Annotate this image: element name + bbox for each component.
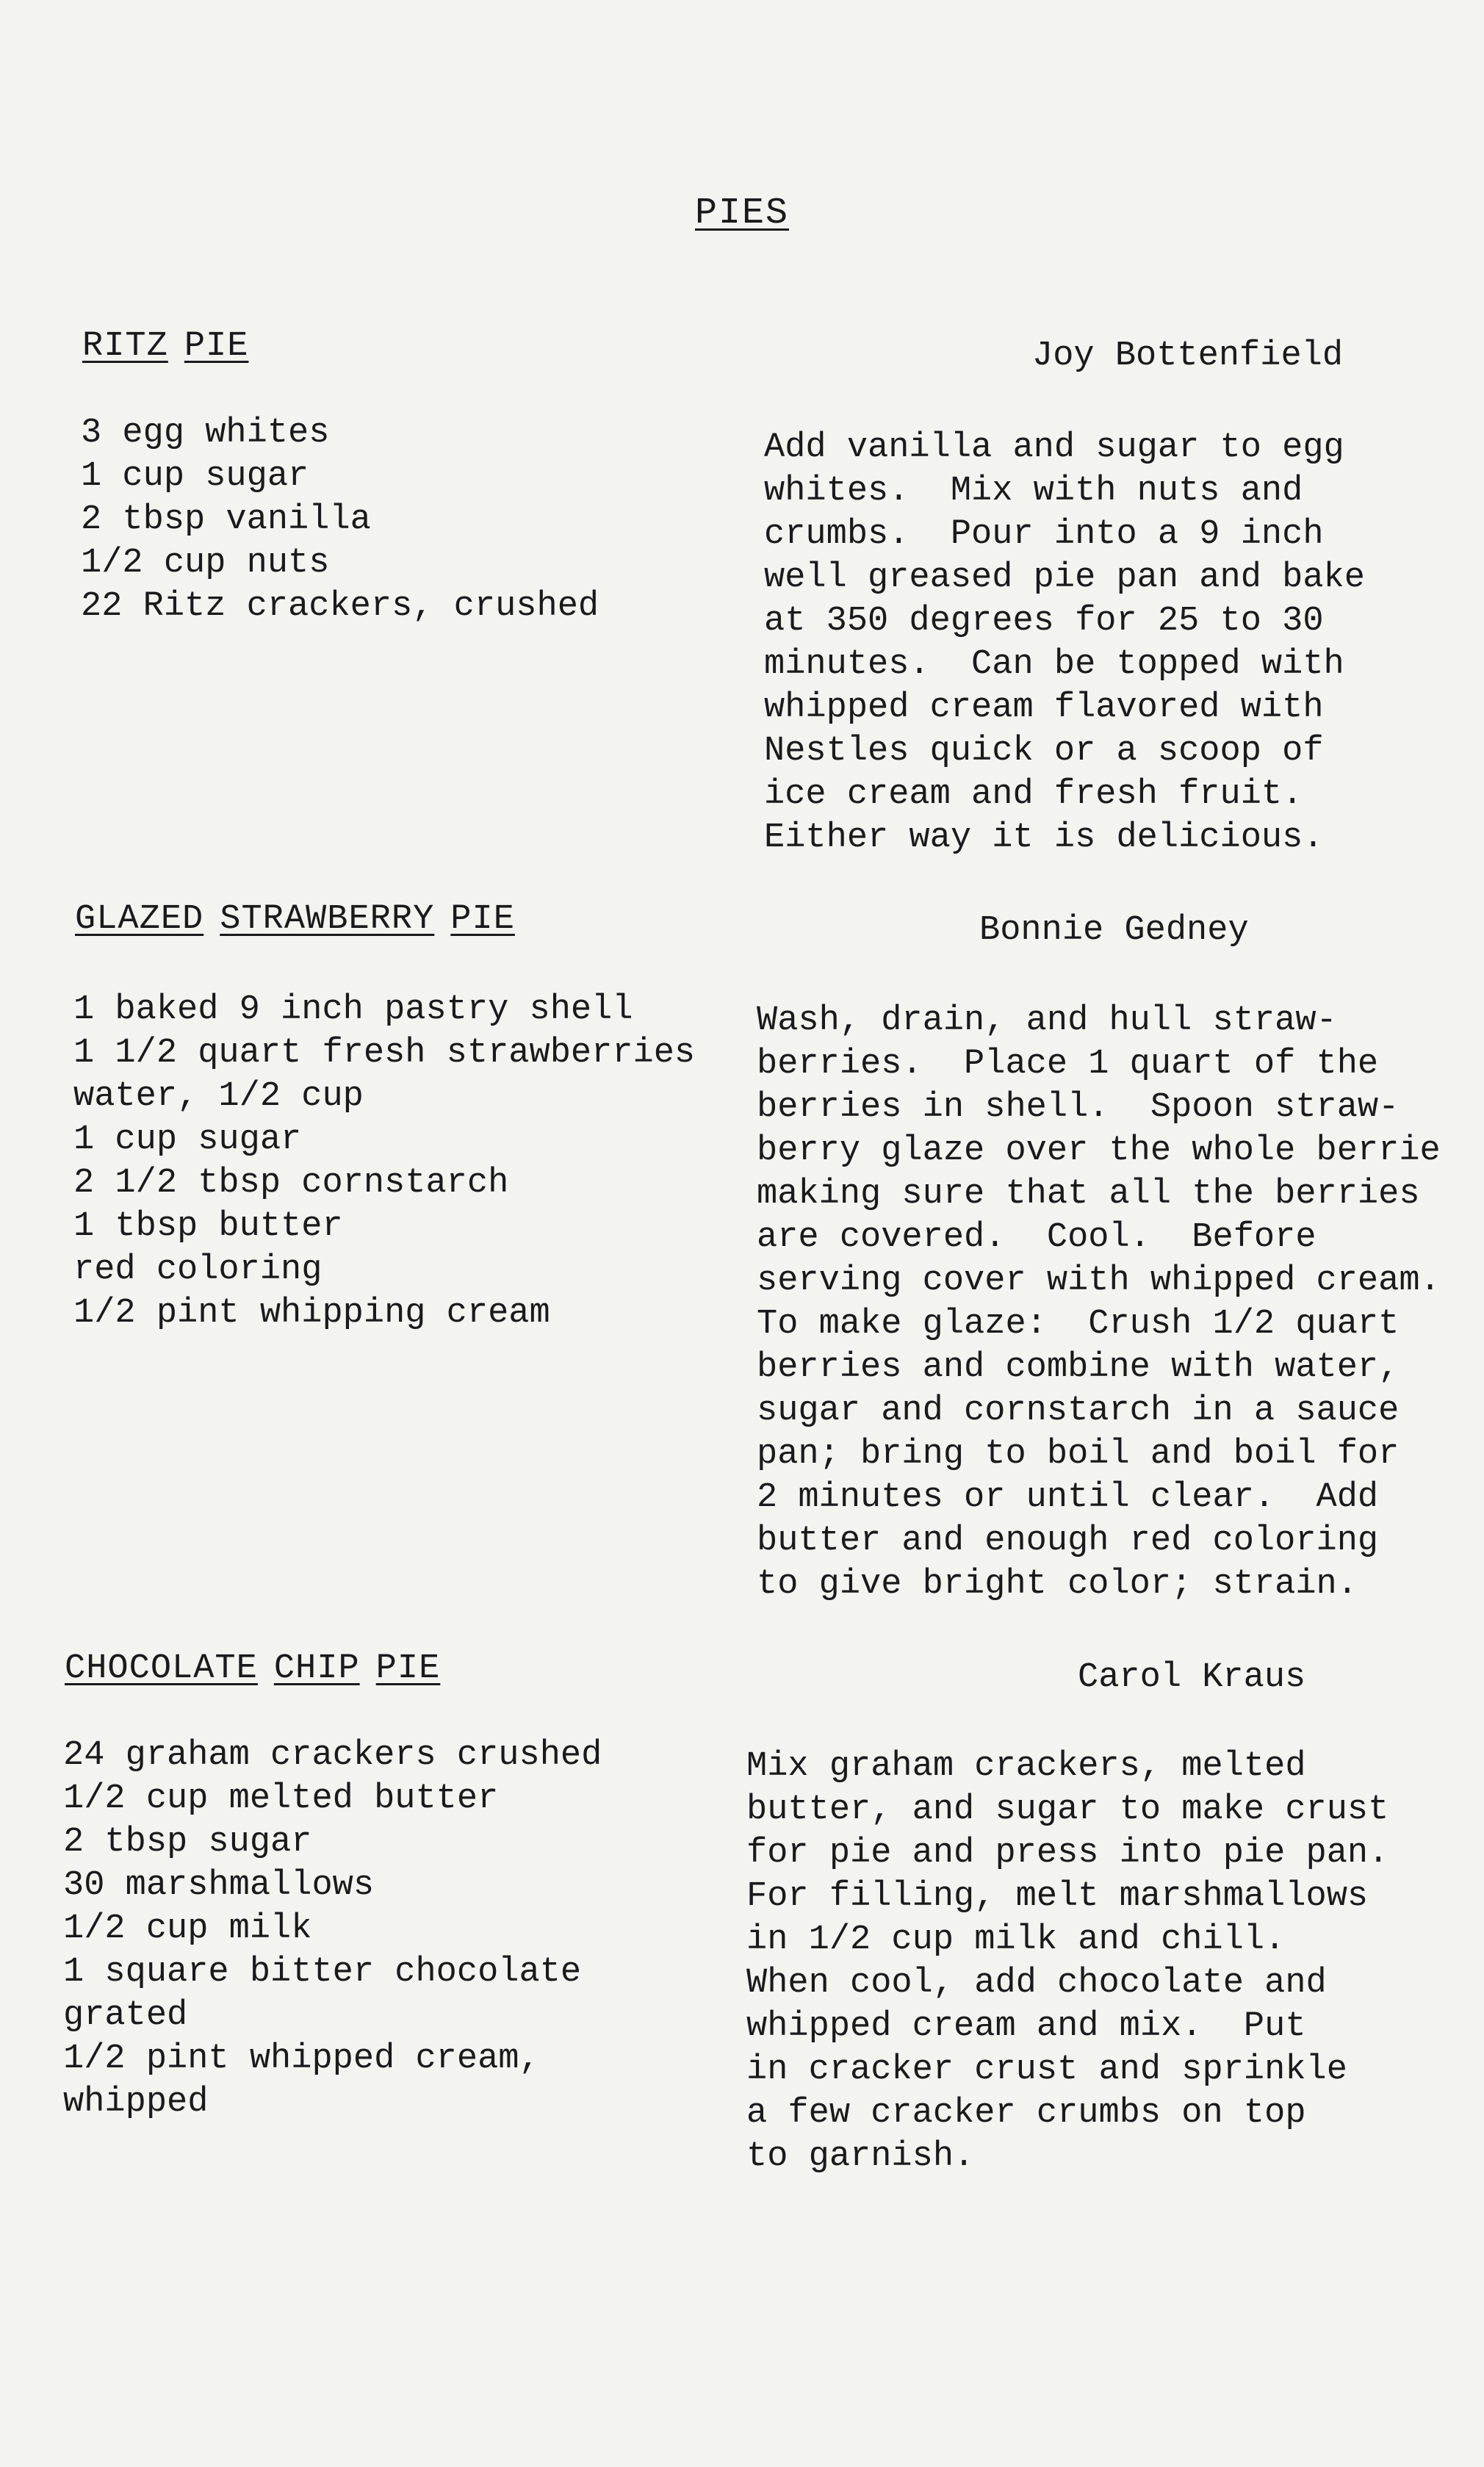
recipe-title-word: RITZ — [82, 327, 168, 366]
direction-line: berries. Place 1 quart of the — [757, 1045, 1379, 1084]
direction-line: in 1/2 cup milk and chill. — [746, 1920, 1286, 1959]
directions-text — [757, 999, 1441, 1606]
recipe-title-word: GLAZED — [75, 900, 204, 939]
ingredient-list — [81, 411, 599, 628]
direction-line: 2 minutes or until clear. Add — [757, 1478, 1379, 1517]
ingredient-item: 1 baked 9 inch pastry shell — [73, 990, 633, 1029]
recipe-title-word: PIE — [184, 327, 249, 366]
ingredient-item: 3 egg whites — [81, 414, 330, 453]
recipe-author: Bonnie Gedney — [979, 911, 1249, 950]
recipe-title-word: CHIP — [273, 1649, 360, 1688]
ingredient-item: 30 marshmallows — [63, 1866, 375, 1905]
direction-line: Either way it is delicious. — [764, 818, 1324, 857]
direction-line: whipped cream flavored with — [764, 688, 1324, 727]
direction-line: are covered. Cool. Before — [757, 1218, 1316, 1257]
ingredient-item: 1 tbsp butter — [73, 1207, 343, 1246]
recipe-title-glazed-strawberry-pie — [75, 900, 531, 939]
ingredient-item: red coloring — [73, 1250, 323, 1289]
ingredient-item: water, 1/2 cup — [73, 1077, 364, 1116]
direction-line: in cracker crust and sprinkle — [746, 2050, 1347, 2089]
direction-line: well greased pie pan and bake — [764, 558, 1365, 597]
direction-line: Add vanilla and sugar to egg — [764, 428, 1344, 467]
ingredient-item: 1/2 pint whipped cream, — [63, 2039, 540, 2078]
recipe-title-word: CHOCOLATE — [65, 1649, 258, 1688]
ingredient-item: 24 graham crackers crushed — [63, 1736, 602, 1775]
direction-line: ice cream and fresh fruit. — [764, 775, 1303, 814]
direction-line: whites. Mix with nuts and — [764, 472, 1303, 511]
direction-line: whipped cream and mix. Put — [746, 2007, 1306, 2046]
direction-line: making sure that all the berries — [757, 1175, 1420, 1214]
direction-line: at 350 degrees for 25 to 30 — [764, 602, 1324, 641]
direction-line: butter and enough red coloring — [757, 1521, 1379, 1560]
ingredient-item: 1 1/2 quart fresh strawberries — [73, 1034, 696, 1073]
ingredient-item: 1/2 cup nuts — [81, 544, 330, 583]
recipe-title-ritz-pie — [82, 327, 264, 366]
ingredient-item: 1/2 cup melted butter — [63, 1779, 499, 1818]
ingredient-item: 2 tbsp vanilla — [81, 500, 371, 539]
ingredient-item: grated — [63, 1996, 188, 2035]
page-title: PIES — [694, 192, 790, 234]
direction-line: Mix graham crackers, melted — [746, 1747, 1306, 1786]
directions-text — [764, 426, 1365, 860]
ingredient-item: 2 tbsp sugar — [63, 1823, 312, 1862]
direction-line: For filling, melt marshmallows — [746, 1877, 1369, 1916]
direction-line: for pie and press into pie pan. — [746, 1834, 1389, 1873]
recipe-author: Joy Bottenfield — [1032, 336, 1344, 375]
ingredient-item: whipped — [63, 2083, 209, 2122]
recipe-title-chocolate-chip-pie — [65, 1649, 456, 1688]
direction-line: Wash, drain, and hull straw- — [757, 1001, 1337, 1040]
ingredient-item: 22 Ritz crackers, crushed — [81, 587, 599, 626]
directions-text — [746, 1745, 1388, 2178]
ingredient-item: 1 cup sugar — [73, 1120, 302, 1159]
ingredient-item: 1/2 cup milk — [63, 1909, 312, 1948]
direction-line: butter, and sugar to make crust — [746, 1790, 1389, 1829]
direction-line: sugar and cornstarch in a sauce — [757, 1391, 1400, 1430]
direction-line: crumbs. Pour into a 9 inch — [764, 515, 1324, 554]
direction-line: pan; bring to boil and boil for — [757, 1435, 1400, 1474]
direction-line: to garnish. — [746, 2137, 975, 2176]
direction-line: berry glaze over the whole berrie — [757, 1131, 1441, 1170]
direction-line: serving cover with whipped cream. — [757, 1261, 1441, 1300]
ingredient-item: 1/2 pint whipping cream — [73, 1294, 550, 1333]
ingredient-item: 2 1/2 tbsp cornstarch — [73, 1164, 509, 1203]
direction-line: berries in shell. Spoon straw- — [757, 1088, 1400, 1127]
ingredient-item: 1 cup sugar — [81, 457, 309, 496]
direction-line: To make glaze: Crush 1/2 quart — [757, 1305, 1400, 1344]
direction-line: When cool, add chocolate and — [746, 1964, 1327, 2003]
direction-line: a few cracker crumbs on top — [746, 2094, 1306, 2133]
direction-line: to give bright color; strain. — [757, 1565, 1358, 1604]
recipe-author: Carol Kraus — [1078, 1658, 1306, 1697]
direction-line: berries and combine with water, — [757, 1348, 1400, 1387]
recipe-title-word: STRAWBERRY — [220, 900, 435, 939]
ingredient-list — [63, 1734, 602, 2124]
ingredient-item: 1 square bitter chocolate — [63, 1953, 582, 1992]
direction-line: Nestles quick or a scoop of — [764, 732, 1324, 771]
ingredient-list — [73, 988, 695, 1335]
recipe-title-word: PIE — [450, 900, 515, 939]
direction-line: minutes. Can be topped with — [764, 645, 1344, 684]
recipe-title-word: PIE — [375, 1649, 441, 1688]
